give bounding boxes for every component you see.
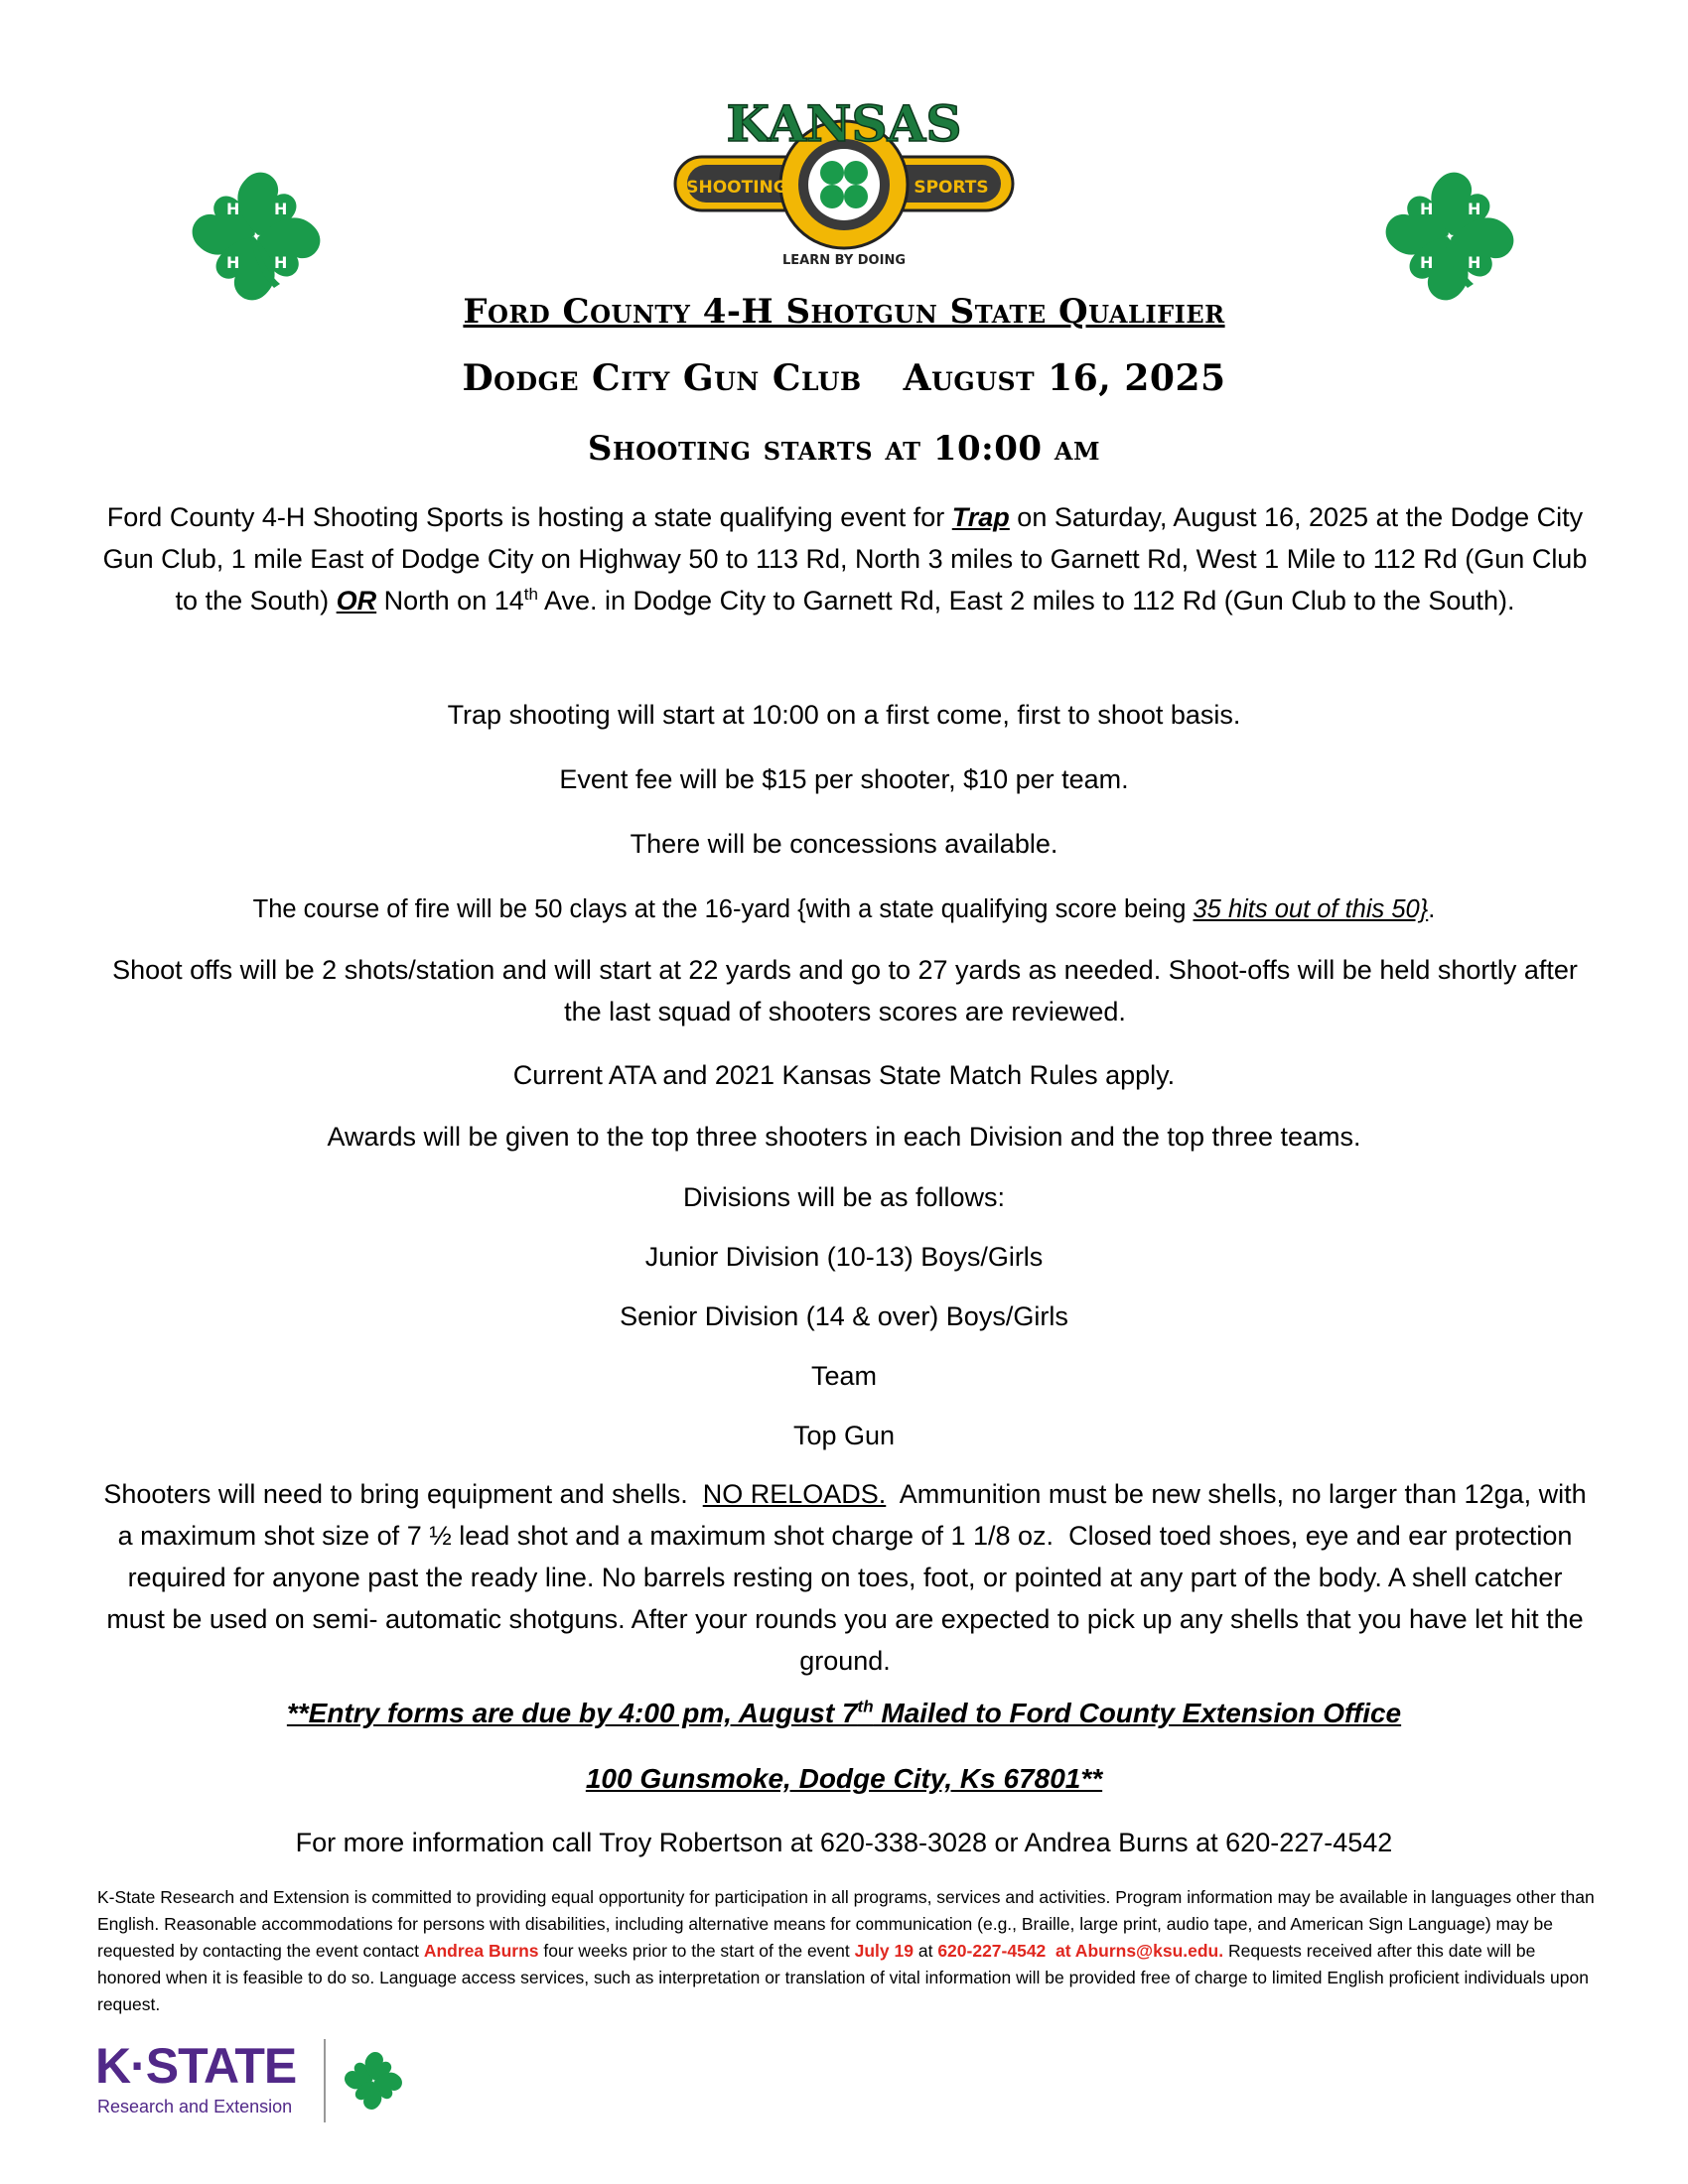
division-junior: Junior Division (10-13) Boys/Girls: [644, 1242, 1044, 1272]
kstate-research-extension-logo: [95, 2033, 453, 2142]
kansas-shooting-sports-logo: [655, 89, 1033, 288]
intro-text-d: Ave. in Dodge City to Garnett Rd, East 2 miles to 112 Rd (Gun Club to the South).: [537, 586, 1515, 615]
entry-deadline-line: [79, 1698, 1609, 1729]
intro-paragraph: [95, 496, 1595, 621]
no-reloads: NO RELOADS.: [702, 1479, 887, 1509]
svg-text:H: H: [226, 253, 240, 272]
footer-date: July 19: [854, 1941, 914, 1961]
intro-text-b: on Saturday, August 16, 2025 at the Dodge City Gun Club, 1 mile East of Dodge City on Highway 50 to 113 Rd, North 3 miles to Garnett Rd, West 1 Mile to 112 Rd (Gun Club to the South): [102, 502, 1588, 615]
venue-name: Dodge City Gun Club: [462, 357, 862, 399]
logo-motto-text: LEARN BY DOING: [781, 253, 907, 268]
nondiscrimination-statement: [97, 1884, 1597, 2018]
footer-text-c: at: [913, 1941, 938, 1961]
fee-line: Event fee will be $15 per shooter, $10 per team.: [559, 764, 1129, 794]
rules-line: Current ATA and 2021 Kansas State Match Rules apply.: [512, 1060, 1176, 1090]
logo-divider: [324, 2039, 326, 2122]
shootoffs-paragraph: Shoot offs will be 2 shots/station and will start at 22 yards and go to 27 yards as needed. Shoot-offs will be held shortly after the last squad of shooters scores are reviewed.: [112, 955, 1578, 1026]
intro-sup: th: [523, 585, 538, 604]
footer-text-d: [1046, 1941, 1055, 1961]
logo-sports-text: SPORTS: [914, 178, 989, 198]
logo-shooting-text: SHOOTING: [686, 178, 787, 198]
kansas-wordmark: KANSAS: [726, 94, 962, 153]
footer-text-a: K-State Research and Extension is committed to providing equal opportunity for participation in all programs, services and activities. Program information may be available in languages other than English. Reasonable accommodations for persons with disabilities, including alternative means for communication (e.g., Braille, large print, audio tape, and American Sign Language) may be requested by contacting the event contact: [97, 1887, 1595, 1961]
awards-line: Awards will be given to the top three shooters in each Division and the top three teams.: [327, 1122, 1361, 1152]
svg-text:H: H: [274, 200, 288, 218]
intro-text-c: North on 14: [376, 586, 524, 615]
equipment-paragraph: [95, 1473, 1595, 1682]
equipment-text-a: Shooters will need to bring equipment and shells.: [103, 1479, 703, 1509]
intro-or: OR: [336, 586, 377, 615]
contact-line: For more information call Troy Robertson at 620-338-3028 or Andrea Burns at 620-227-4542: [295, 1828, 1393, 1857]
event-date: August 16, 2025: [903, 357, 1226, 399]
kstate-subtitle: Research and Extension: [97, 2097, 293, 2116]
page-title: Ford County 4-H Shotgun State Qualifier: [463, 292, 1225, 332]
entry-text-a: **Entry forms are due by 4:00 pm, August 7: [286, 1698, 858, 1728]
entry-address-line: 100 Gunsmoke, Dodge City, Ks 67801**: [585, 1763, 1103, 1794]
course-text-b: .: [1428, 895, 1436, 923]
concessions-line: There will be concessions available.: [630, 829, 1058, 859]
kstate-4h-clover-icon: [338, 2045, 409, 2121]
venue-date-line: [79, 357, 1609, 399]
svg-text:H: H: [1468, 200, 1481, 218]
intro-text-a: Ford County 4-H Shooting Sports is hosting a state qualifying event for: [106, 502, 952, 532]
division-team: Team: [810, 1361, 878, 1391]
division-topgun: Top Gun: [792, 1421, 896, 1450]
course-line: [79, 891, 1609, 927]
footer-email: at Aburns@ksu.edu.: [1055, 1941, 1224, 1961]
entry-text-b: Mailed to Ford County Extension Office: [873, 1698, 1402, 1728]
course-text-a: The course of fire will be 50 clays at the 16-yard {with a state qualifying score being: [252, 895, 1194, 923]
start-basis-line: Trap shooting will start at 10:00 on a first come, first to shoot basis.: [447, 700, 1241, 730]
intro-trap: Trap: [951, 502, 1010, 532]
footer-contact-name: Andrea Burns: [423, 1941, 539, 1961]
svg-text:H: H: [1468, 253, 1481, 272]
footer-text-e: Requests received after this date will be honored when it is feasible to do so. Language access services, such as interpretation or translation of vital information will be provided free of charge to limited English proficient individuals upon request.: [97, 1941, 1589, 2014]
divisions-intro: Divisions will be as follows:: [682, 1182, 1006, 1212]
footer-text-b: four weeks prior to the start of the event: [538, 1941, 855, 1961]
entry-sup: th: [857, 1697, 874, 1716]
svg-text:H: H: [274, 253, 288, 272]
division-senior: Senior Division (14 & over) Boys/Girls: [620, 1301, 1068, 1331]
footer-phone: 620-227-4542: [937, 1941, 1047, 1961]
course-qualifying-score: 35 hits out of this 50}: [1193, 895, 1429, 923]
svg-text:H: H: [1420, 200, 1434, 218]
svg-text:H: H: [1420, 253, 1434, 272]
start-time-heading: Shooting starts at 10:00 am: [587, 429, 1101, 469]
equipment-text-b: Ammunition must be new shells, no larger than 12ga, with a maximum shot size of 7 ½ lead shot and a maximum shot charge of 1 1/8 oz. Closed toed shoes, eye and ear protection required for anyone past the ready line. No barrels resting on toes, foot, or pointed at any part of the body. A shell catcher must be used on semi- automatic shotguns. After your rounds you are expected to pick up any shells that you have let hit the ground.: [106, 1479, 1595, 1676]
svg-text:H: H: [226, 200, 240, 218]
kstate-wordmark: K·STATE: [95, 2038, 297, 2094]
